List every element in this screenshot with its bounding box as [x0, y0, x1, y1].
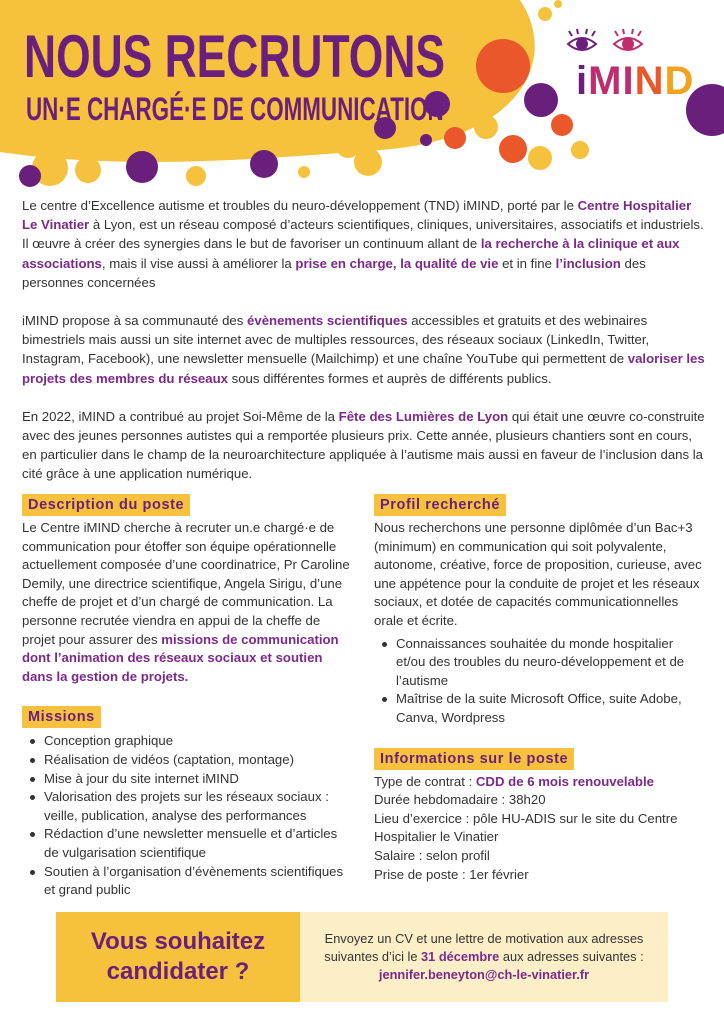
intro-paragraph-1: [22, 196, 706, 292]
list-item: Rédaction d’une newsletter mensuelle et d’articles de vulgarisation scientifique: [22, 825, 350, 862]
infos-duree: Durée hebdomadaire : 38h20: [374, 792, 546, 808]
left-column: [22, 494, 350, 900]
highlight-text: évènements scientifiques: [247, 313, 408, 329]
infos-prise: Prise de poste : 1er février: [374, 866, 529, 882]
infos-heading: Informations sur le poste: [374, 748, 574, 770]
body-text: sous différentes formes et auprès de différents publics.: [227, 370, 552, 386]
page-title: NOUS RECRUTONS: [24, 23, 446, 90]
cta-deadline: 31 décembre: [421, 949, 500, 964]
highlight-text: missions de communication dont l’animation des réseaux sociaux et soutien dans la gestion de projets.: [22, 631, 339, 684]
body-text: et in fine: [498, 255, 556, 271]
highlight-text: Centre Hospitalier Le Vinatier: [22, 198, 692, 233]
body-text: iMIND propose à sa communauté des: [22, 313, 248, 329]
highlight-text: la recherche à la clinique et aux associations: [22, 236, 680, 271]
body-text: En 2022, iMIND a contribué au projet Soi-Même de la: [22, 408, 339, 424]
intro-paragraph-3: [22, 407, 706, 484]
cta-info-box: [300, 912, 668, 1002]
right-column: [374, 494, 704, 884]
cta-text-after: aux adresses suivantes :: [499, 949, 644, 964]
body-text: qui était une œuvre co-construite avec des jeunes personnes autistes qui a remportée plusieurs prix. Cette année, plusieurs chantiers sont en cours, en particulier dans le champ de la neuroarchitecture appliquée à l’autisme mais aussi en faveur de l’inclusion dans la cité grâce à une application numérique.: [22, 408, 705, 482]
list-item: Mise à jour du site internet iMIND: [22, 770, 350, 789]
body-text: , mais il vise aussi à améliorer la: [101, 255, 296, 271]
list-item: Maîtrise de la suite Microsoft Office, suite Adobe, Canva, Wordpress: [374, 690, 704, 727]
intro-paragraph-2: [22, 311, 706, 388]
profil-list: [374, 635, 704, 728]
profil-body: Nous recherchons une personne diplômée d’un Bac+3 (minimum) en communication qui soit polyvalente, autonome, créative, force de proposition, curieuse, avec une appétence pour la conduite de projet et les réseaux sociaux, et dotée de capacités communicationnelles orale et écrite.: [374, 520, 702, 628]
cta-question: Vous souhaitez candidater ?: [90, 928, 266, 985]
description-body: [22, 519, 350, 686]
highlight-text: Fête des Lumières de Lyon: [338, 408, 509, 424]
body-text: Le centre d’Excellence autisme et troubles du neuro-développement (TND) iMIND, porté par le: [22, 198, 578, 213]
body-text: accessibles et gratuits et des webinaires bimestriels mais aussi un site internet avec de multiples ressources, des réseaux sociaux (LinkedIn, Twitter, Instagram, Facebook), une newsletter mensuelle (Mailchimp) et une chaîne YouTube qui permettent de: [22, 313, 650, 367]
highlight-text: valoriser les projets des membres du réseaux: [22, 351, 705, 386]
cta-text-before: Envoyez un CV et une lettre de motivation aux adresses suivantes d’ici le: [324, 931, 644, 964]
page-subtitle: UN·E CHARGÉ·E DE COMMUNICATION: [26, 91, 444, 127]
imind-logo: iMIND: [576, 59, 695, 103]
body-text: à Lyon, est un réseau composé d’acteurs scientifiques, cliniques, universitaires, associatifs et industriels. Il œuvre à créer des synergies dans le but de favoriser un continuum allant de: [22, 217, 704, 252]
infos-contrat: Type de contrat : CDD de 6 mois renouvelable: [374, 773, 654, 789]
missions-list: [22, 732, 350, 899]
highlight-text: prise en charge, la qualité de vie: [295, 255, 499, 271]
highlight-text: l’inclusion: [555, 255, 621, 271]
intro-text: [22, 196, 706, 503]
cta-question-box: [56, 912, 300, 1002]
list-item: Valorisation des projets sur les réseaux sociaux : veille, publication, analyse des performances: [22, 788, 350, 825]
list-item: Réalisation de vidéos (captation, montage): [22, 751, 350, 770]
missions-heading: Missions: [22, 706, 101, 728]
contrat-value: CDD de 6 mois renouvelable: [475, 773, 654, 789]
list-item: Conception graphique: [22, 732, 350, 751]
body-text: Le Centre iMIND cherche à recruter un.e chargé·e de communication pour étoffer son équipe opérationnelle actuellement composée d’une coordinatrice, Pr Caroline Demily, une directrice scientifique, Angela Sirigu, d’une cheffe de projet et d’un chargé de communication. La personne recrutée viendra en appui de la cheffe de projet pour assurer des: [22, 520, 350, 647]
list-item: Soutien à l’organisation d’évènements scientifiques et grand public: [22, 863, 350, 900]
list-item: Connaissances souhaitée du monde hospitalier et/ou des troubles du neuro-développement et de l’autisme: [374, 635, 704, 691]
description-heading: Description du poste: [22, 494, 190, 516]
infos-salaire: Salaire : selon profil: [374, 847, 490, 863]
body-text: des personnes concernées: [22, 255, 646, 290]
cta-email-link[interactable]: jennifer.beneyton@ch-le-vinatier.fr: [378, 967, 590, 982]
infos-lieu: Lieu d’exercice : pôle HU-ADIS sur le site du Centre Hospitalier le Vinatier: [374, 810, 678, 845]
profil-heading: Profil recherché: [374, 494, 506, 516]
